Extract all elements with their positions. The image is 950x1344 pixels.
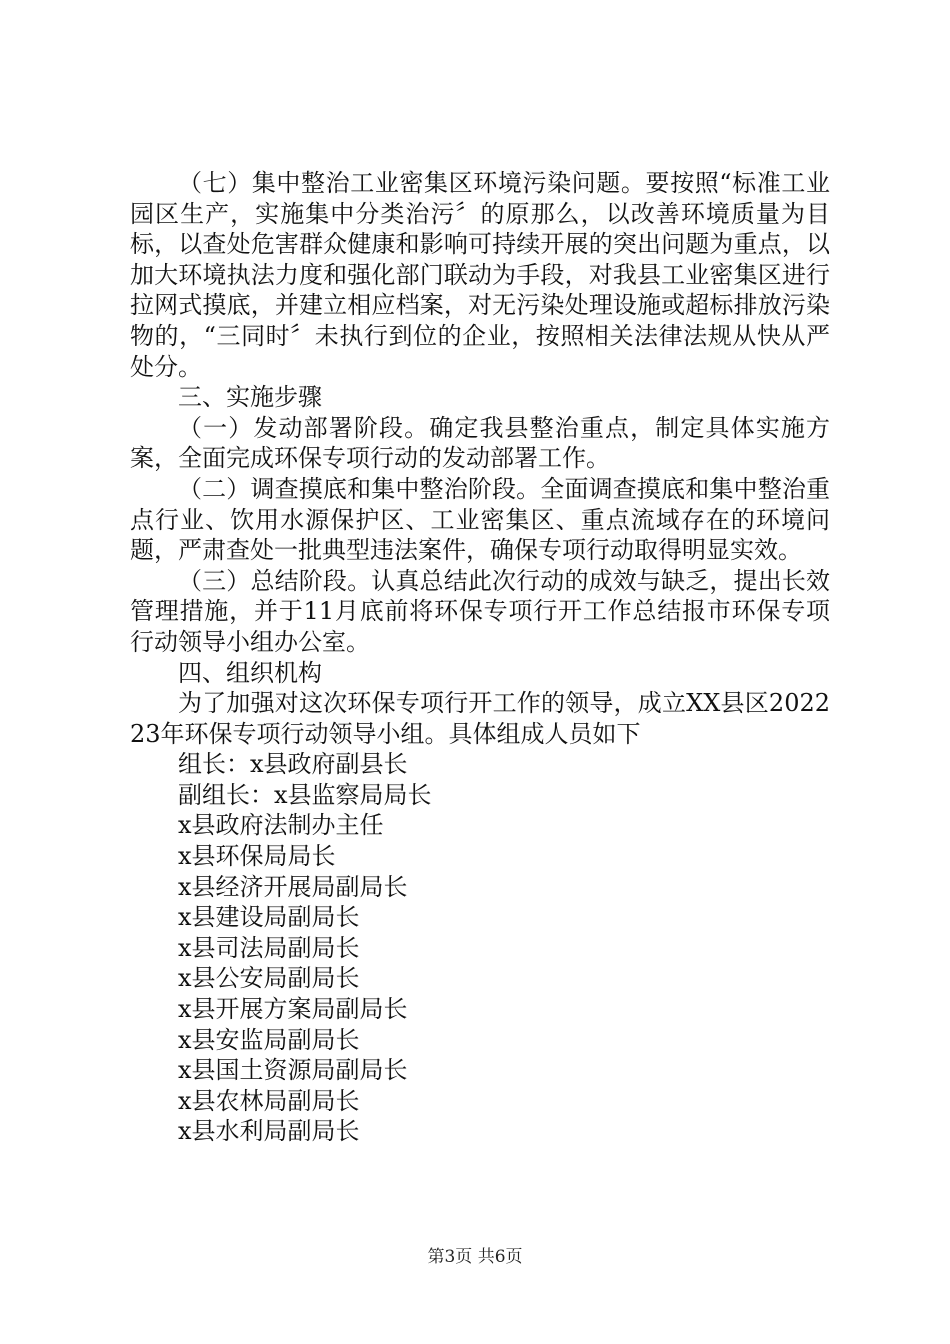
member-item: x县司法局副局长 bbox=[178, 933, 360, 962]
section-3-item-3: （三）总结阶段。认真总结此次行动的成效与缺乏，提出长效管理措施，并于11月底前将环保专项行开工作总结报市环保专项行动领导小组办公室。 bbox=[130, 566, 830, 656]
member-item: x县建设局副局长 bbox=[178, 903, 360, 932]
member-item: x县安监局副局长 bbox=[178, 1025, 360, 1054]
section-3-item-1: （一）发动部署阶段。确定我县整治重点，制定具体实施方案，全面完成环保专项行动的发动部署工作。 bbox=[130, 413, 830, 473]
member-item: x县农林局副局长 bbox=[178, 1086, 360, 1115]
member-item: x县国土资源局副局长 bbox=[178, 1056, 408, 1085]
member-item: x县水利局副局长 bbox=[178, 1117, 360, 1146]
member-item: x县经济开展局副局长 bbox=[178, 872, 408, 901]
section-3-item-2: （二）调查摸底和集中整治阶段。全面调查摸底和集中整治重点行业、饮用水源保护区、工业密集区、重点流域存在的环境问题，严肃查处一批典型违法案件，确保专项行动取得明显实效。 bbox=[130, 474, 830, 565]
paragraph-seven: （七）集中整治工业密集区环境污染问题。要按照“标准工业园区生产，实施集中分类治污〞的原那么，以改善环境质量为目标，以查处危害群众健康和影响可持续开展的突出问题为重点，以加大环境执法力度和强化部门联动为手段，对我县工业密集区进行拉网式摸底，并建立相应档案，对无污染处理设施或超标排放污染物的，“三同时〞未执行到位的企业，按照相关法律法规从快从严处分。 bbox=[130, 169, 830, 381]
page-number-footer: 第3页 共6页 bbox=[427, 1247, 523, 1267]
member-item: x县开展方案局副局长 bbox=[178, 995, 408, 1024]
member-leader: 组长：x县政府副县长 bbox=[178, 750, 408, 779]
member-item: x县环保局局长 bbox=[178, 842, 336, 871]
document-body bbox=[130, 168, 830, 1147]
member-deputy-leader: 副组长：x县监察局局长 bbox=[178, 780, 432, 809]
section-4-heading: 四、组织机构 bbox=[178, 658, 322, 687]
member-item: x县公安局副局长 bbox=[178, 964, 360, 993]
section-3-heading: 三、实施步骤 bbox=[178, 383, 322, 412]
section-4-intro: 为了加强对这次环保专项行开工作的领导，成立XX县区202223年环保专项行动领导小组。具体组成人员如下 bbox=[130, 689, 830, 748]
member-item: x县政府法制办主任 bbox=[178, 811, 384, 840]
